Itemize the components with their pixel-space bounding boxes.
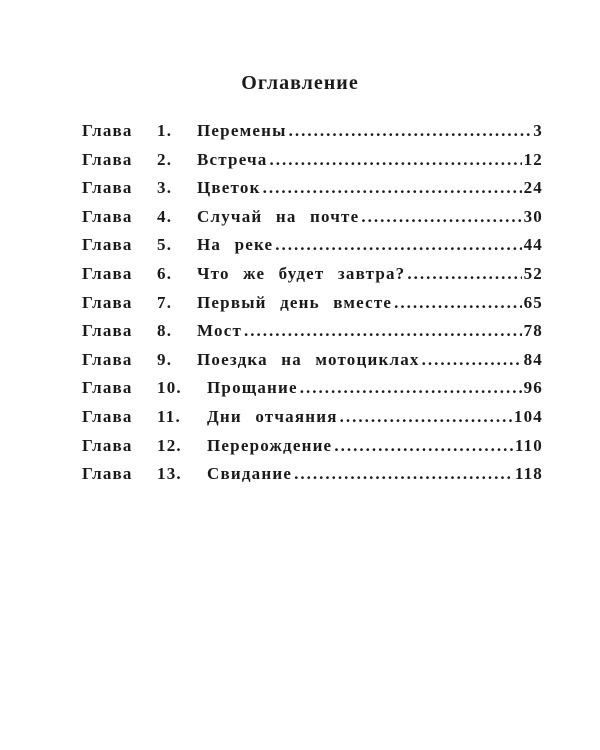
chapter-label: Глава (82, 378, 133, 398)
chapter-label: Глава (82, 263, 133, 283)
toc-entry (82, 235, 543, 264)
page-number: 104 (513, 406, 543, 426)
toc-entry (82, 178, 543, 207)
page-number: 110 (514, 435, 543, 455)
chapter-title: Что же будет завтра? (197, 263, 406, 283)
chapter-title: Прощание (207, 378, 298, 398)
chapter-number: 8. (157, 321, 173, 341)
page-number: 78 (523, 321, 543, 341)
dot-leader (422, 350, 522, 370)
chapter-label: Глава (82, 206, 133, 226)
table-of-contents (82, 121, 543, 493)
chapter-label: Глава (82, 178, 133, 198)
chapter-number: 3. (157, 178, 173, 198)
chapter-number: 13. (157, 464, 182, 484)
chapter-number: 2. (157, 149, 173, 169)
page-number: 12 (523, 149, 543, 169)
page-number: 96 (523, 378, 543, 398)
page-number: 24 (523, 178, 543, 198)
chapter-title: Цветок (197, 178, 261, 198)
chapter-title: Перерождение (207, 435, 333, 455)
toc-entry (82, 350, 543, 379)
chapter-title: Перемены (197, 121, 287, 140)
page-number: 30 (523, 206, 543, 226)
chapter-number: 4. (157, 206, 173, 226)
chapter-title: Свидание (207, 464, 293, 484)
chapter-label: Глава (82, 464, 133, 484)
page-number: 118 (514, 464, 543, 484)
chapter-title: Мост (197, 321, 243, 341)
toc-entry (82, 464, 543, 493)
toc-entry (82, 207, 543, 236)
dot-leader (270, 150, 522, 170)
dot-leader (294, 464, 513, 484)
page-number: 3 (533, 121, 543, 140)
chapter-number: 6. (157, 263, 173, 283)
dot-leader (334, 436, 513, 456)
dot-leader (244, 321, 522, 341)
chapter-title: На реке (197, 235, 274, 255)
chapter-label: Глава (82, 435, 133, 455)
toc-entry (82, 436, 543, 465)
chapter-label: Глава (82, 349, 133, 369)
chapter-number: 11. (157, 406, 181, 426)
chapter-label: Глава (82, 235, 133, 255)
page-number: 44 (523, 235, 543, 255)
toc-entry (82, 321, 543, 350)
toc-entry (82, 264, 543, 293)
chapter-label: Глава (82, 149, 133, 169)
toc-entry (82, 378, 543, 407)
chapter-number: 12. (157, 435, 182, 455)
chapter-title: Встреча (197, 149, 268, 169)
chapter-title: Первый день вместе (197, 292, 393, 312)
chapter-number: 7. (157, 292, 173, 312)
page-number: 84 (523, 349, 543, 369)
chapter-title: Дни отчаяния (207, 406, 338, 426)
chapter-number: 5. (157, 235, 173, 255)
toc-entry (82, 121, 543, 150)
dot-leader (289, 121, 532, 141)
toc-entry (82, 150, 543, 179)
dot-leader (300, 378, 522, 398)
chapter-label: Глава (82, 321, 133, 341)
chapter-title: Поездка на мотоциклах (197, 349, 420, 369)
chapter-label: Глава (82, 292, 133, 312)
chapter-number: 9. (157, 349, 173, 369)
dot-leader (361, 207, 521, 227)
toc-entry (82, 407, 543, 436)
page-number: 65 (523, 292, 543, 312)
chapter-number: 1. (157, 121, 173, 140)
page-title: Оглавление (241, 72, 359, 94)
dot-leader (407, 264, 521, 284)
toc-entry (82, 293, 543, 322)
chapter-title: Случай на почте (197, 206, 360, 226)
dot-leader (340, 407, 512, 427)
page-number: 52 (523, 263, 543, 283)
dot-leader (394, 293, 521, 313)
dot-leader (275, 235, 521, 255)
chapter-label: Глава (82, 406, 133, 426)
dot-leader (263, 178, 522, 198)
chapter-number: 10. (157, 378, 182, 398)
chapter-label: Глава (82, 121, 133, 140)
